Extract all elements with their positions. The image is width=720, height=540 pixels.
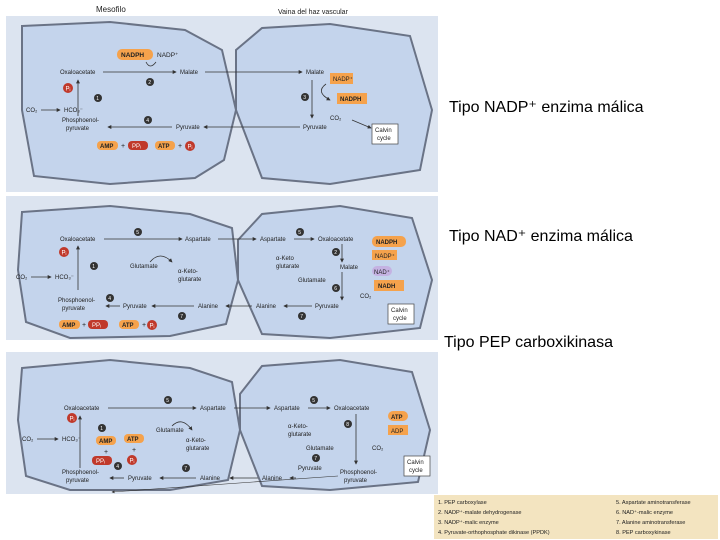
nadh-label: NADH [378,284,396,290]
type-nad-me-title: Tipo NAD⁺ enzima málica [449,228,633,245]
cycle-label: cycle [393,316,407,322]
cycle-label: cycle [409,468,423,474]
plus-1: + [82,322,87,329]
oxaloacetate-label: Oxaloacetate [60,237,96,243]
enzyme-legend [434,495,718,539]
amp-label: AMP [100,144,114,150]
adp-label: ADP [391,429,404,435]
co2-bs-label: CO₂ [372,446,384,452]
pep-bs-label-2: pyruvate [344,478,368,484]
step-7-number: 7 [184,466,188,473]
legend-item: 6. NAD⁺-malic enzyme [616,510,674,516]
co2-bs-label: CO₂ [330,116,342,122]
pyruvate-bs-label: Pyruvate [315,304,339,310]
pi-label-top: Pᵢ [69,416,75,423]
amp-label: AMP [62,323,76,329]
co2-bs-label: CO₂ [360,294,372,300]
atp-label: ATP [158,144,170,150]
plus-2: + [142,322,147,329]
hco3-label: HCO₃⁻ [64,108,83,114]
oxaloacetate-bs-label: Oxaloacetate [318,237,354,243]
pep-label: Phosphoenol- [62,118,100,124]
pyruvate-bs-label: Pyruvate [303,125,327,131]
pep-bs-label: Phosphoenol- [340,470,378,476]
legend-item: 2. NADP⁺-malate dehydrogenase [438,510,522,516]
step-5b-number: 5 [312,398,316,405]
legend-col-left [438,498,550,538]
bundle-sheath-header: Vaina del haz vascular [278,9,348,16]
akg-label-2: glutarate [178,277,202,283]
plus-2: + [178,143,183,150]
oxaloacetate-label: Oxaloacetate [60,70,96,76]
ppi-label: PPᵢ [132,144,141,150]
step-4-number: 4 [116,464,120,471]
aspartate-bs-label: Aspartate [274,406,300,412]
hco3-label: HCO₃⁻ [62,437,81,443]
type-nadp-me-title: Tipo NADP⁺ enzima málica [449,99,644,116]
legend-col-right [616,498,691,538]
calvin-label: Calvin [375,128,392,134]
glutamate-label: Glutamate [156,428,184,434]
legend-item: 1. PEP carboxylase [438,500,487,506]
legend-item: 7. Alanine aminotransferase [616,520,686,526]
panel-nadp-me [6,16,438,192]
step-1-number: 1 [100,426,104,433]
legend-item: 8. PEP carboxykinase [616,530,671,536]
legend-item: 3. NADP⁺-malic enzyme [438,520,499,526]
akg-label: α-Keto- [178,269,198,275]
step-7b-number: 7 [314,456,318,463]
step-3-number: 3 [303,95,307,102]
co2-label: CO₂ [26,108,38,114]
amp-label: AMP [99,439,113,445]
type-pepck-title: Tipo PEP carboxikinasa [444,334,613,351]
glutamate-bs-label: Glutamate [298,278,326,284]
alanine-label: Alanine [198,304,219,310]
pep-label: Phosphoenol- [62,470,100,476]
co2-label: CO₂ [22,437,34,443]
mesophyll-cell [18,206,238,338]
akg-bs-label-2: glutarate [288,432,312,438]
pep-label-2: pyruvate [62,306,86,312]
malate-label: Malate [180,70,199,76]
akg-bs-label: α-Keto [276,256,294,262]
pyruvate-bs-label: Pyruvate [298,466,322,472]
nadph-label: NADPH [121,52,145,59]
hco3-label: HCO₃⁻ [55,275,74,281]
oxaloacetate-bs-label: Oxaloacetate [334,406,370,412]
step-7b-number: 7 [300,314,304,321]
nadph-bs-label: NADPH [340,97,362,103]
aspartate-label: Aspartate [185,237,211,243]
panel-pepck [6,352,438,494]
step-1-number: 1 [96,96,100,103]
pi-label-top: Pᵢ [65,86,71,93]
pep-label: Phosphoenol- [58,298,96,304]
mesophyll-cell [18,360,240,490]
malate-label: Malate [340,265,359,271]
nadp-label: NADP⁺ [157,52,179,59]
alanine-bs-label: Alanine [262,476,283,482]
alanine-bs-label: Alanine [256,304,277,310]
step-2-number: 2 [334,250,338,257]
malate-bs-label: Malate [306,70,325,76]
atp-bs-label: ATP [391,415,403,421]
mesophyll-header: Mesofilo [96,5,126,14]
step-4-number: 4 [146,118,150,125]
pi-label-bottom: Pᵢ [129,458,135,465]
step-5-number: 5 [166,398,170,405]
co2-label: CO₂ [16,275,28,281]
panel-nad-me [6,196,438,340]
akg-label-2: glutarate [186,446,210,452]
plus-1: + [104,449,109,456]
step-7-number: 7 [180,314,184,321]
alanine-label: Alanine [200,476,221,482]
pyruvate-label: Pyruvate [176,125,200,131]
cycle-label: cycle [377,136,391,142]
akg-label: α-Keto- [186,438,206,444]
step-2-number: 2 [148,80,152,87]
step-1-number: 1 [92,264,96,271]
plus-1: + [121,143,126,150]
akg-bs-label-2: glutarate [276,264,300,270]
pi-label-top: Pᵢ [61,250,67,257]
step-4-number: 4 [108,296,112,303]
ppi-label: PPᵢ [92,323,101,329]
nadp-bs-label: NADP⁺ [375,254,395,260]
pi-label-bottom: Pᵢ [187,144,193,151]
ppi-label: PPᵢ [96,459,105,465]
glutamate-label: Glutamate [130,264,158,270]
nadp-bs-label: NADP⁺ [333,77,353,83]
pep-label-2: pyruvate [66,478,90,484]
pyruvate-label: Pyruvate [128,476,152,482]
aspartate-bs-label: Aspartate [260,237,286,243]
legend-item: 4. Pyruvate-orthophosphate dikinase (PPDK) [438,530,550,536]
pep-label-2: pyruvate [66,126,90,132]
akg-bs-label: α-Keto- [288,424,308,430]
nadph-bs-label: NADPH [376,240,398,246]
oxaloacetate-label: Oxaloacetate [64,406,100,412]
step-5b-number: 5 [298,230,302,237]
step-5-number: 5 [136,230,140,237]
pyruvate-label: Pyruvate [123,304,147,310]
bundle-sheath-cell [236,24,432,184]
step-8-number: 8 [346,422,350,429]
calvin-label: Calvin [391,308,408,314]
nad-label: NAD⁺ [374,270,390,276]
aspartate-label: Aspartate [200,406,226,412]
legend-item: 5. Aspartate aminotransferase [616,500,691,506]
calvin-label: Calvin [407,460,424,466]
atp-label: ATP [122,323,134,329]
mesophyll-cell [22,22,236,184]
plus-2: + [132,447,137,454]
step-6-number: 6 [334,286,338,293]
pi-label-bottom: Pᵢ [149,323,155,330]
glutamate-bs-label: Glutamate [306,446,334,452]
atp-mesophyll-label: ATP [127,437,139,443]
